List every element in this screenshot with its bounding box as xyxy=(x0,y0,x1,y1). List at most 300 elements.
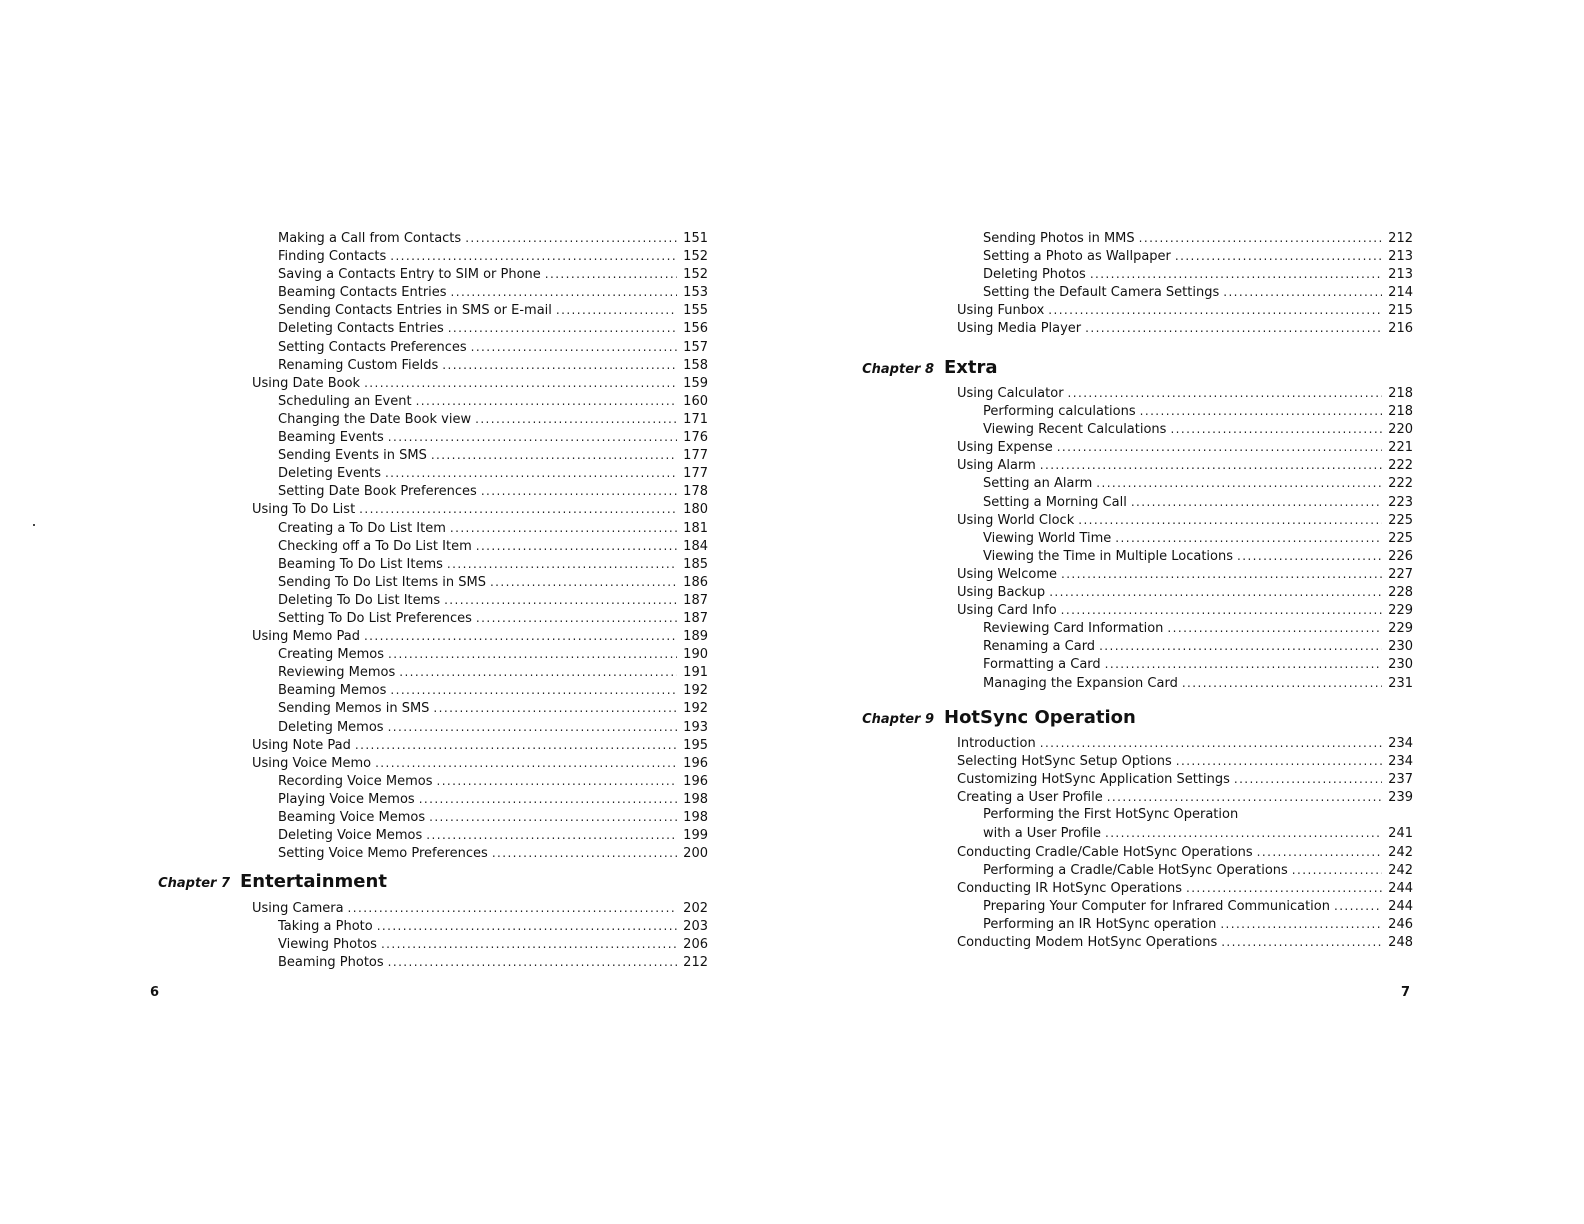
toc-entry-page: 160 xyxy=(683,393,708,409)
toc-entry xyxy=(957,770,1413,788)
right-page xyxy=(792,0,1584,1224)
toc-entry-page: 203 xyxy=(683,919,708,935)
toc-entry-page: 215 xyxy=(1388,303,1413,319)
toc-entry-page: 206 xyxy=(683,937,708,953)
toc-entry xyxy=(252,754,708,772)
dot-leader xyxy=(1096,474,1382,492)
dot-leader xyxy=(1085,319,1382,337)
toc-entry-page: 180 xyxy=(683,502,708,518)
toc-entry xyxy=(957,655,1413,673)
toc-entry-page: 178 xyxy=(683,484,708,500)
toc-entry xyxy=(957,547,1413,565)
toc-entry-page: 223 xyxy=(1388,494,1413,510)
toc-entry-title: Beaming Photos xyxy=(278,955,384,971)
toc-entry-page: 200 xyxy=(683,846,708,862)
dot-leader xyxy=(450,519,677,537)
toc-entry-page: 242 xyxy=(1388,844,1413,860)
toc-entry-page: 242 xyxy=(1388,862,1413,878)
toc-entry-title: Conducting Modem HotSync Operations xyxy=(957,935,1218,951)
toc-entry-page: 191 xyxy=(683,665,708,681)
dot-leader xyxy=(433,699,677,717)
toc-entry xyxy=(957,933,1413,951)
dot-leader xyxy=(419,790,677,808)
dot-leader xyxy=(1175,247,1382,265)
toc-entry-page: 196 xyxy=(683,773,708,789)
toc-entry-page: 222 xyxy=(1388,476,1413,492)
toc-entry-title: Beaming Memos xyxy=(278,683,387,699)
chapter-label: Chapter 9 xyxy=(862,712,934,727)
toc-entry-page: 222 xyxy=(1388,458,1413,474)
toc-entry xyxy=(252,573,708,591)
dot-leader xyxy=(1140,402,1382,420)
toc-entry-page: 155 xyxy=(683,303,708,319)
toc-entry-title: Deleting Contacts Entries xyxy=(278,321,444,337)
dot-leader xyxy=(390,247,677,265)
toc-entry-page: 212 xyxy=(1388,231,1413,246)
toc-entry xyxy=(252,265,708,283)
toc-entry xyxy=(252,446,708,464)
toc-entry-page: 158 xyxy=(683,357,708,373)
toc-entry-title: Setting Voice Memo Preferences xyxy=(278,846,488,862)
toc-entry xyxy=(252,482,708,500)
toc-entry xyxy=(252,609,708,627)
toc-entry-title: with a User Profile xyxy=(983,826,1101,842)
toc-entry xyxy=(957,824,1413,842)
toc-entry xyxy=(252,247,708,265)
page-number-right: 7 xyxy=(1401,985,1411,1000)
toc-entry-page: 159 xyxy=(683,375,708,391)
toc-entry-page: 171 xyxy=(683,411,708,427)
toc-entry-page: 228 xyxy=(1388,585,1413,601)
toc-entry xyxy=(252,374,708,392)
toc-entry-page: 229 xyxy=(1388,621,1413,637)
chapter-title: HotSync Operation xyxy=(944,707,1136,728)
toc-entry xyxy=(957,474,1413,492)
toc-entry-title: Using Note Pad xyxy=(252,737,351,753)
dot-leader xyxy=(1292,861,1382,879)
toc-entry xyxy=(957,674,1413,692)
toc-entry-title: Recording Voice Memos xyxy=(278,773,433,789)
toc-entry-title: Deleting To Do List Items xyxy=(278,592,441,608)
toc-entry xyxy=(252,283,708,301)
toc-entry-title: Viewing Recent Calculations xyxy=(983,422,1167,438)
dot-leader xyxy=(476,537,677,555)
toc-entry-title: Viewing World Time xyxy=(983,530,1112,546)
toc-entry xyxy=(252,591,708,609)
dot-leader xyxy=(1105,824,1382,842)
toc-entry-title: Setting the Default Camera Settings xyxy=(983,285,1220,301)
toc-entry-title: Setting a Photo as Wallpaper xyxy=(983,249,1171,265)
toc-entry-title: Saving a Contacts Entry to SIM or Phone xyxy=(278,267,541,283)
toc-entry xyxy=(252,301,708,319)
toc-entry-page: 218 xyxy=(1388,404,1413,420)
dot-leader xyxy=(429,808,677,826)
toc-entry-page: 192 xyxy=(683,701,708,717)
dot-leader xyxy=(364,627,677,645)
toc-entry-page: 221 xyxy=(1388,440,1413,456)
dot-leader xyxy=(388,953,677,971)
toc-entry-title: Beaming Contacts Entries xyxy=(278,285,447,301)
toc-entry xyxy=(957,402,1413,420)
dot-leader xyxy=(1257,843,1382,861)
dot-leader xyxy=(1170,420,1382,438)
toc-entry xyxy=(252,899,708,917)
dot-leader xyxy=(447,555,677,573)
toc-entry-title: Creating a User Profile xyxy=(957,790,1103,806)
toc-entry-page: 196 xyxy=(683,755,708,771)
toc-list-chapter-8 xyxy=(957,384,1413,692)
dot-leader xyxy=(399,663,677,681)
toc-entry-page: 157 xyxy=(683,339,708,355)
dot-leader xyxy=(1220,915,1382,933)
toc-entry-page: 177 xyxy=(683,448,708,464)
toc-entry-title: Creating a To Do List Item xyxy=(278,520,446,536)
dot-leader xyxy=(375,754,677,772)
dot-leader xyxy=(1061,565,1382,583)
toc-entry xyxy=(957,229,1413,247)
toc-entry-title: Setting Contacts Preferences xyxy=(278,339,467,355)
toc-entry xyxy=(252,844,708,862)
dot-leader xyxy=(364,374,677,392)
toc-entry-title: Setting a Morning Call xyxy=(983,494,1127,510)
toc-entry-page: 230 xyxy=(1388,639,1413,655)
dot-leader xyxy=(465,229,677,247)
toc-entry-page: 231 xyxy=(1388,675,1413,691)
toc-entry-title: Performing a Cradle/Cable HotSync Operations xyxy=(983,862,1288,878)
toc-entry-page: 185 xyxy=(683,556,708,572)
toc-entry-title: Setting To Do List Preferences xyxy=(278,610,472,626)
toc-entry-page: 218 xyxy=(1388,386,1413,401)
dot-leader xyxy=(476,609,677,627)
toc-entry-title: Conducting IR HotSync Operations xyxy=(957,880,1182,896)
dot-leader xyxy=(1221,933,1382,951)
toc-entry-page: 230 xyxy=(1388,657,1413,673)
toc-entry xyxy=(957,265,1413,283)
toc-entry-title: Beaming To Do List Items xyxy=(278,556,443,572)
toc-entry-title: Using Voice Memo xyxy=(252,755,372,771)
dot-leader xyxy=(1186,879,1382,897)
toc-entry-title: Using Alarm xyxy=(957,458,1036,474)
toc-entry xyxy=(252,681,708,699)
toc-entry xyxy=(957,565,1413,583)
dot-leader xyxy=(426,826,677,844)
toc-entry-page: 195 xyxy=(683,737,708,753)
toc-entry-title: Formatting a Card xyxy=(983,657,1101,673)
dot-leader xyxy=(1040,734,1382,752)
toc-entry xyxy=(252,736,708,754)
toc-entry-page: 176 xyxy=(683,430,708,446)
toc-entry-page: 153 xyxy=(683,285,708,301)
toc-entry xyxy=(252,319,708,337)
toc-entry xyxy=(252,699,708,717)
toc-entry xyxy=(252,808,708,826)
chapter-8-heading xyxy=(844,357,998,378)
toc-entry xyxy=(252,917,708,935)
toc-entry-page: 212 xyxy=(683,955,708,971)
toc-entry xyxy=(252,428,708,446)
dot-leader xyxy=(436,772,677,790)
toc-entry-page: 198 xyxy=(683,791,708,807)
dot-leader xyxy=(448,319,677,337)
toc-entry-title: Reviewing Memos xyxy=(278,665,396,681)
toc-entry-title: Sending Events in SMS xyxy=(278,448,427,464)
toc-entry-page: 248 xyxy=(1388,935,1413,951)
toc-entry-page: 226 xyxy=(1388,548,1413,564)
toc-entry xyxy=(957,788,1413,806)
toc-entry-page: 202 xyxy=(683,901,708,916)
toc-entry xyxy=(252,410,708,428)
dot-leader xyxy=(1182,674,1382,692)
chapter-label: Chapter 7 xyxy=(158,876,230,891)
toc-entry-title: Using World Clock xyxy=(957,512,1075,528)
toc-entry-page: 216 xyxy=(1388,321,1413,337)
toc-entry-title: Using Expense xyxy=(957,440,1053,456)
toc-entry-title: Making a Call from Contacts xyxy=(278,231,462,246)
toc-entry-title: Performing the First HotSync Operation xyxy=(983,807,1239,823)
toc-entry-page: 225 xyxy=(1388,512,1413,528)
toc-entry-title: Deleting Memos xyxy=(278,719,384,735)
toc-entry-page: 199 xyxy=(683,828,708,844)
toc-entry-title: Checking off a To Do List Item xyxy=(278,538,472,554)
toc-entry-page: 190 xyxy=(683,647,708,663)
toc-entry-page: 213 xyxy=(1388,267,1413,283)
toc-entry xyxy=(252,356,708,374)
toc-entry-title: Preparing Your Computer for Infrared Communication xyxy=(983,898,1330,914)
toc-list-chapter-7 xyxy=(252,899,708,971)
dot-leader xyxy=(451,283,677,301)
toc-entry-page: 156 xyxy=(683,321,708,337)
toc-entry xyxy=(252,500,708,518)
toc-entry-page: 227 xyxy=(1388,566,1413,582)
toc-entry-title: Finding Contacts xyxy=(278,249,387,265)
toc-entry xyxy=(252,392,708,410)
dot-leader xyxy=(1090,265,1382,283)
toc-entry xyxy=(957,619,1413,637)
dot-leader xyxy=(431,446,677,464)
toc-entry-page: 220 xyxy=(1388,422,1413,438)
dot-leader xyxy=(1040,456,1382,474)
dot-leader xyxy=(416,392,677,410)
toc-entry xyxy=(957,438,1413,456)
chapter-label: Chapter 8 xyxy=(862,362,934,377)
toc-entry xyxy=(957,301,1413,319)
dot-leader xyxy=(1139,229,1382,247)
toc-entry xyxy=(957,915,1413,933)
toc-entry-page: 229 xyxy=(1388,603,1413,619)
toc-entry-page: 152 xyxy=(683,267,708,283)
dot-leader xyxy=(355,736,677,754)
toc-entry-page: 193 xyxy=(683,719,708,735)
toc-entry-title: Setting an Alarm xyxy=(983,476,1093,492)
toc-entry-title: Creating Memos xyxy=(278,647,385,663)
toc-entry xyxy=(957,456,1413,474)
toc-entry xyxy=(252,935,708,953)
page-number-left: 6 xyxy=(150,985,160,1000)
toc-entry xyxy=(957,861,1413,879)
dot-leader xyxy=(471,338,677,356)
toc-entry-title: Performing an IR HotSync operation xyxy=(983,916,1217,932)
toc-entry-title: Playing Voice Memos xyxy=(278,791,415,807)
dot-leader xyxy=(1334,897,1382,915)
dot-leader xyxy=(388,718,677,736)
toc-entry-page: 152 xyxy=(683,249,708,265)
toc-entry xyxy=(957,637,1413,655)
toc-entry-title: Performing calculations xyxy=(983,404,1136,420)
dot-leader xyxy=(475,410,677,428)
toc-entry xyxy=(252,338,708,356)
toc-entry xyxy=(252,464,708,482)
toc-entry-page: 239 xyxy=(1388,790,1413,806)
toc-entry-page: 151 xyxy=(683,231,708,246)
dot-leader xyxy=(1099,637,1382,655)
dot-leader xyxy=(1176,752,1382,770)
dot-leader xyxy=(388,645,677,663)
toc-entry xyxy=(957,806,1413,824)
toc-entry xyxy=(957,897,1413,915)
dot-leader xyxy=(481,482,677,500)
dot-leader xyxy=(359,500,677,518)
toc-entry-title: Conducting Cradle/Cable HotSync Operations xyxy=(957,844,1253,860)
toc-entry-title: Renaming Custom Fields xyxy=(278,357,439,373)
toc-entry-page: 198 xyxy=(683,810,708,825)
margin-mark xyxy=(33,524,35,526)
toc-entry-page: 192 xyxy=(683,683,708,699)
chapter-9-heading xyxy=(844,707,1136,728)
toc-entry-title: Deleting Photos xyxy=(983,267,1086,283)
toc-entry xyxy=(957,283,1413,301)
dot-leader xyxy=(1107,788,1382,806)
toc-entry xyxy=(957,529,1413,547)
toc-entry-title: Changing the Date Book view xyxy=(278,411,472,427)
toc-entry xyxy=(957,384,1413,402)
toc-entry xyxy=(957,601,1413,619)
toc-entry xyxy=(957,843,1413,861)
toc-entry-page: 225 xyxy=(1388,530,1413,546)
toc-entry-title: Deleting Events xyxy=(278,466,381,482)
dot-leader xyxy=(1167,619,1382,637)
toc-entry xyxy=(252,663,708,681)
toc-entry-page: 214 xyxy=(1388,285,1413,301)
dot-leader xyxy=(1105,655,1382,673)
toc-list-chapter-9 xyxy=(957,734,1413,951)
toc-entry-page: 177 xyxy=(683,466,708,482)
dot-leader xyxy=(388,428,677,446)
toc-entry xyxy=(957,734,1413,752)
toc-entry-title: Using Calculator xyxy=(957,386,1064,401)
toc-entry xyxy=(252,718,708,736)
toc-entry-title: Deleting Voice Memos xyxy=(278,828,423,844)
toc-entry-page: 234 xyxy=(1388,754,1413,770)
toc-entry-page: 187 xyxy=(683,592,708,608)
toc-entry-title: Viewing Photos xyxy=(278,937,377,953)
dot-leader xyxy=(1061,601,1382,619)
toc-entry-title: Using Welcome xyxy=(957,566,1057,582)
dot-leader xyxy=(1223,283,1382,301)
toc-entry-title: Sending Photos in MMS xyxy=(983,231,1135,246)
chapter-title: Extra xyxy=(944,357,998,378)
toc-entry xyxy=(957,752,1413,770)
toc-entry-page: 241 xyxy=(1388,826,1413,842)
toc-entry xyxy=(957,879,1413,897)
toc-entry xyxy=(252,627,708,645)
toc-entry-page: 234 xyxy=(1388,736,1413,751)
toc-entry-title: Renaming a Card xyxy=(983,639,1096,655)
toc-entry-title: Taking a Photo xyxy=(278,919,373,935)
toc-entry xyxy=(957,420,1413,438)
toc-entry-title: Sending Memos in SMS xyxy=(278,701,430,717)
toc-entry-page: 189 xyxy=(683,629,708,645)
toc-entry xyxy=(252,772,708,790)
toc-entry-page: 246 xyxy=(1388,916,1413,932)
dot-leader xyxy=(377,917,677,935)
toc-entry-page: 181 xyxy=(683,520,708,536)
toc-entry-title: Customizing HotSync Application Settings xyxy=(957,772,1230,788)
toc-list-right-top xyxy=(957,229,1413,338)
toc-entry-title: Viewing the Time in Multiple Locations xyxy=(983,548,1234,564)
chapter-7-heading xyxy=(140,871,387,892)
toc-entry xyxy=(252,826,708,844)
toc-entry-title: Using Funbox xyxy=(957,303,1045,319)
toc-entry xyxy=(252,537,708,555)
toc-entry xyxy=(957,319,1413,337)
dot-leader xyxy=(444,591,677,609)
toc-entry-title: Using Backup xyxy=(957,585,1046,601)
toc-entry-page: 244 xyxy=(1388,898,1413,914)
toc-entry xyxy=(252,790,708,808)
dot-leader xyxy=(1048,301,1382,319)
dot-leader xyxy=(1068,384,1382,402)
toc-entry-title: Using Date Book xyxy=(252,375,361,391)
dot-leader xyxy=(1057,438,1382,456)
dot-leader xyxy=(556,301,677,319)
dot-leader xyxy=(442,356,677,374)
toc-entry-title: Managing the Expansion Card xyxy=(983,675,1178,691)
toc-entry xyxy=(957,583,1413,601)
toc-entry xyxy=(957,247,1413,265)
toc-entry xyxy=(252,519,708,537)
toc-entry-page: 213 xyxy=(1388,249,1413,265)
dot-leader xyxy=(348,899,677,917)
toc-entry-title: Using Media Player xyxy=(957,321,1082,337)
dot-leader xyxy=(1234,770,1382,788)
toc-entry-title: Scheduling an Event xyxy=(278,393,412,409)
toc-entry-page: 187 xyxy=(683,610,708,626)
dot-leader xyxy=(490,573,677,591)
toc-entry xyxy=(957,511,1413,529)
dot-leader xyxy=(1115,529,1382,547)
toc-entry-page: 244 xyxy=(1388,880,1413,896)
toc-entry-title: Setting Date Book Preferences xyxy=(278,484,477,500)
toc-entry xyxy=(957,493,1413,511)
toc-entry-title: Using Camera xyxy=(252,901,344,916)
toc-entry-title: Using Memo Pad xyxy=(252,629,360,645)
dot-leader xyxy=(1049,583,1382,601)
toc-entry xyxy=(252,555,708,573)
toc-entry-title: Selecting HotSync Setup Options xyxy=(957,754,1172,770)
toc-entry-title: Using To Do List xyxy=(252,502,356,518)
toc-entry-title: Using Card Info xyxy=(957,603,1057,619)
toc-entry-title: Beaming Events xyxy=(278,430,384,446)
toc-entry-title: Reviewing Card Information xyxy=(983,621,1164,637)
toc-list-left-top xyxy=(252,229,708,862)
dot-leader xyxy=(492,844,677,862)
toc-entry xyxy=(252,953,708,971)
dot-leader xyxy=(1131,493,1382,511)
dot-leader xyxy=(1078,511,1382,529)
toc-entry-title: Sending To Do List Items in SMS xyxy=(278,574,486,590)
toc-entry-page: 184 xyxy=(683,538,708,554)
toc-entry-title: Introduction xyxy=(957,736,1036,751)
